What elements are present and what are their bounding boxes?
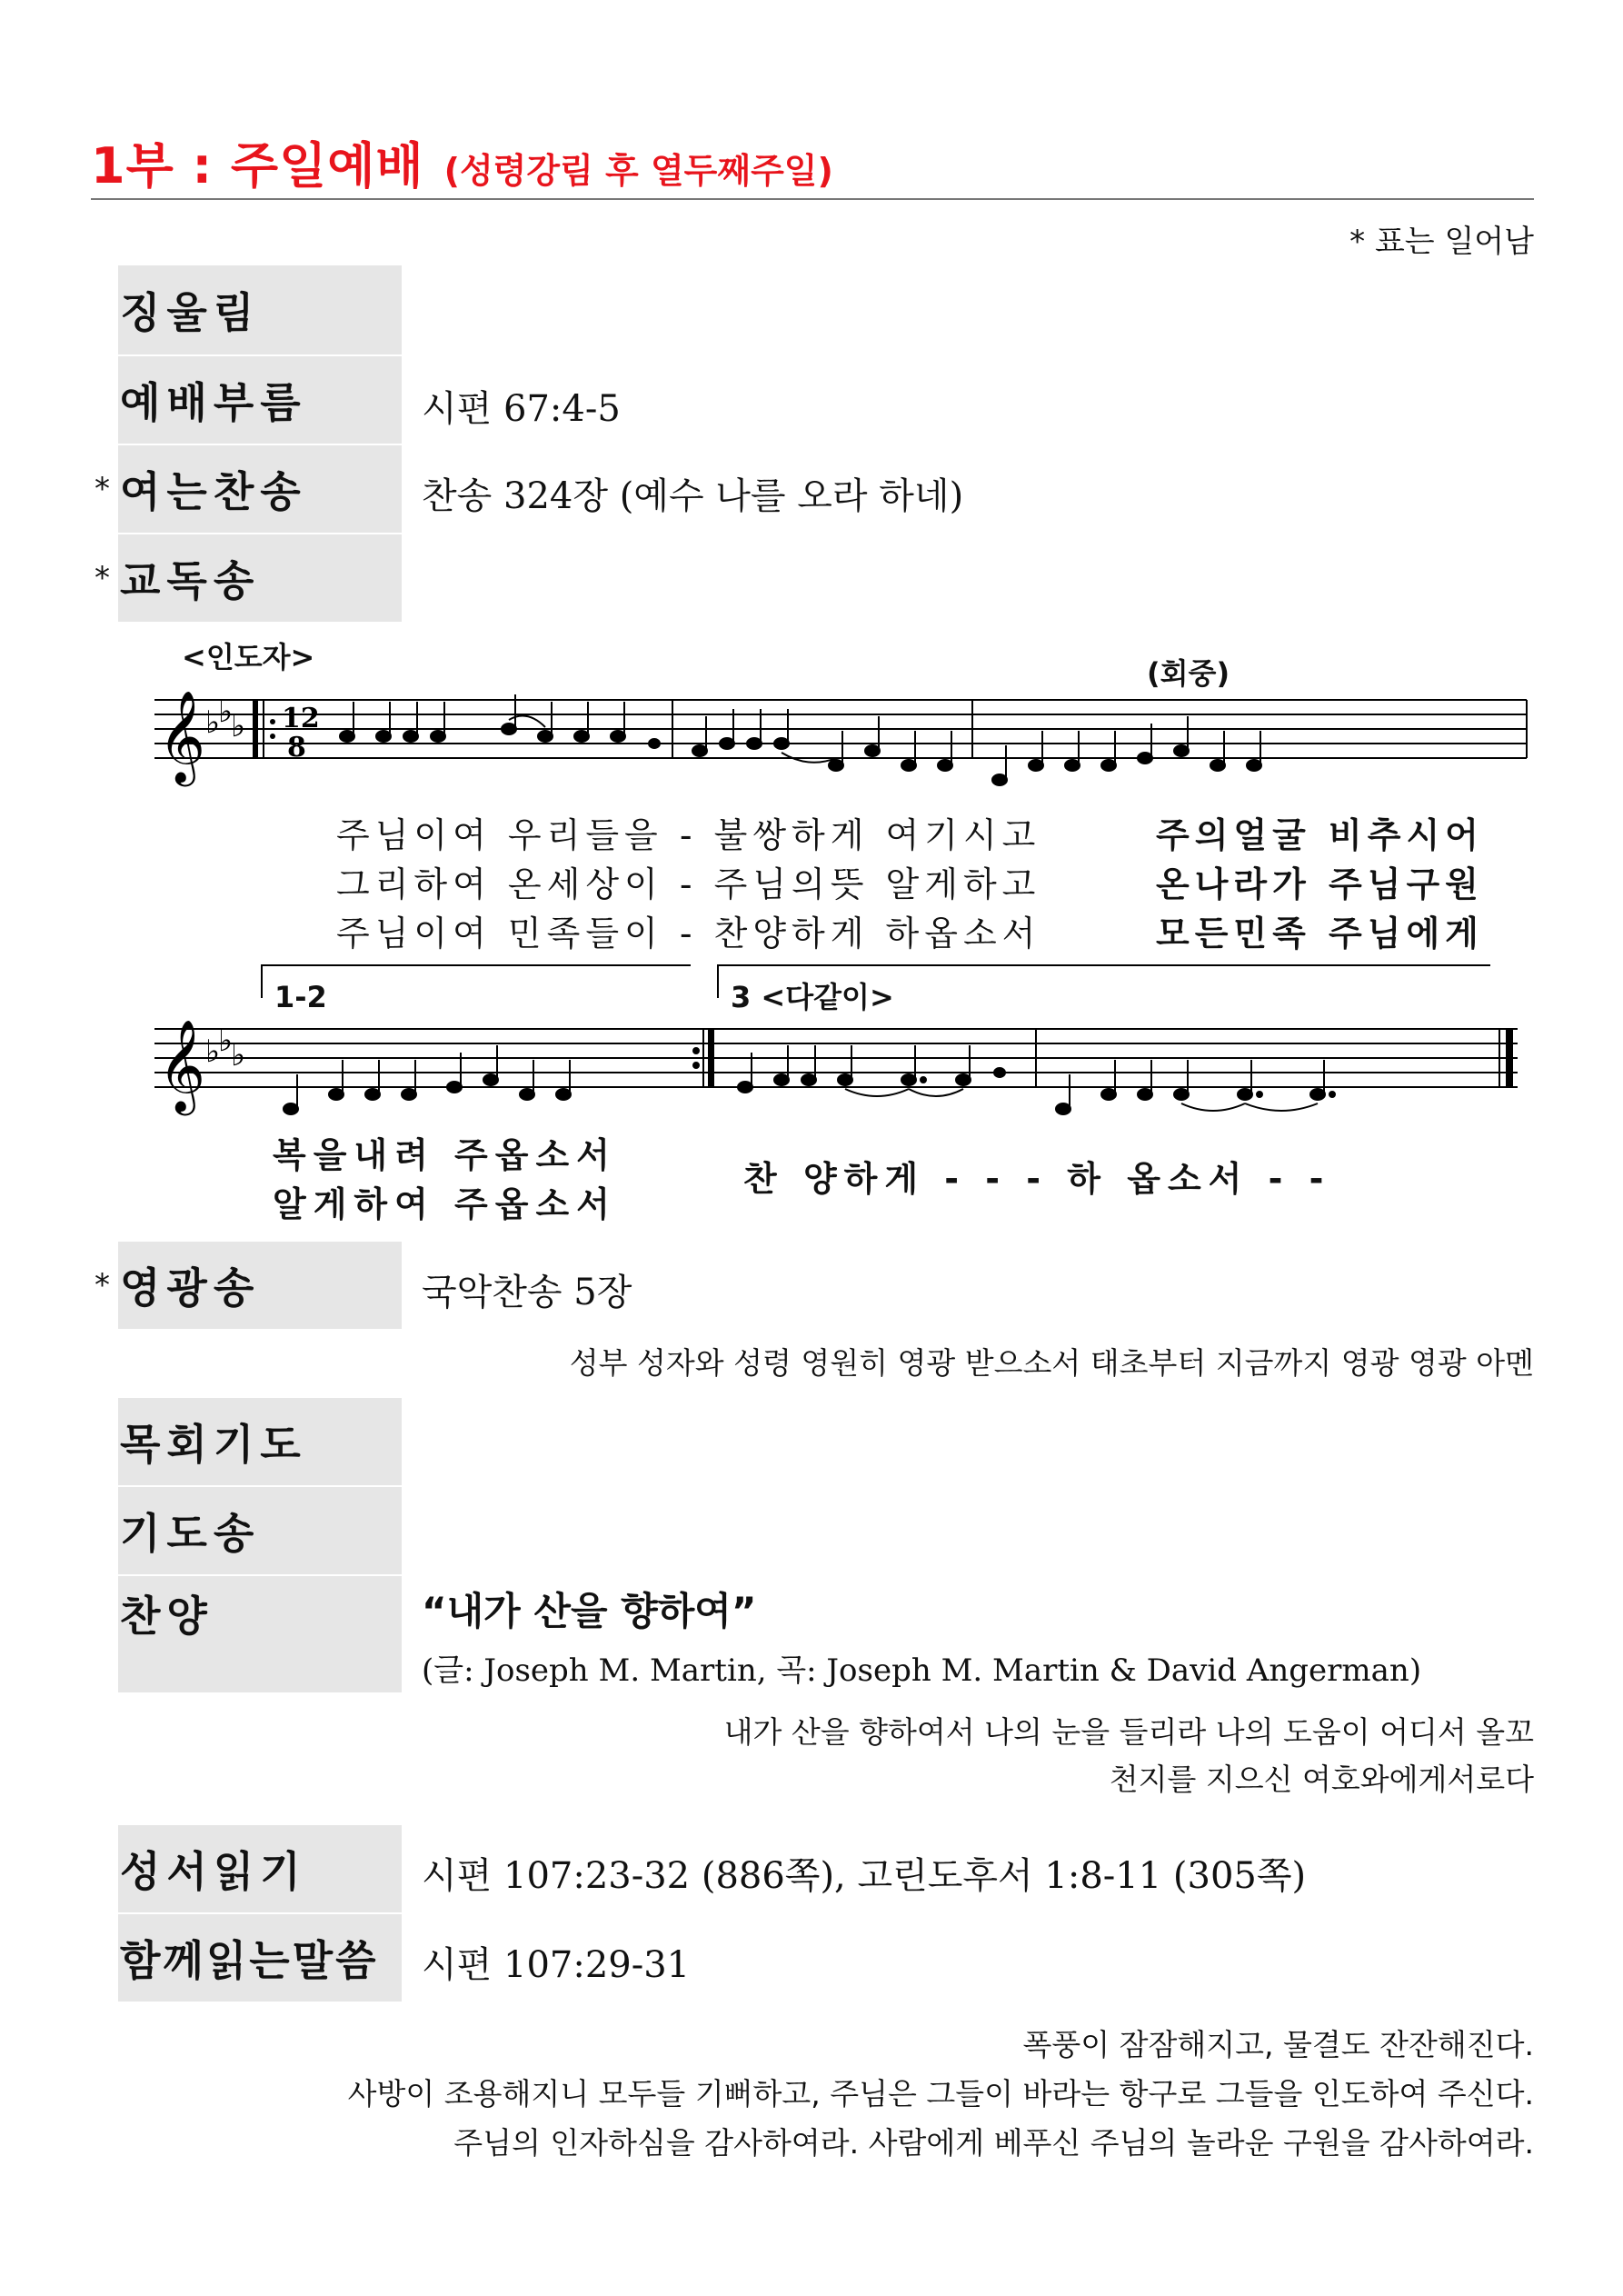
- label-shared-word: 함께읽는말씀: [118, 1914, 402, 2002]
- svg-text:♭: ♭: [205, 704, 221, 741]
- standing-mark: *: [95, 560, 110, 596]
- svg-text:12: 12: [282, 703, 320, 734]
- gloria-text: 성부 성자와 성령 영원히 영광 받으소서 태초부터 지금까지 영광 영광 아멘: [569, 1345, 1534, 1381]
- final-lyrics: 찬 양하게 - - - 하 옵소서 - -: [743, 1159, 1331, 1199]
- music-staff-2: [145, 956, 1536, 1120]
- opening-hymn-value: 찬송 324장 (예수 나를 오라 하네): [422, 475, 964, 517]
- label-opening-hymn: 여는찬송: [118, 445, 402, 533]
- verse-line-3-bold: 모든민족 주님에게: [1156, 913, 1484, 953]
- ending-lyrics-2: 알게하여 주옵소서: [273, 1184, 617, 1224]
- label-prayer-song: 기도송: [118, 1487, 402, 1574]
- verse-line-2-bold: 온나라가 주님구원: [1156, 864, 1484, 904]
- verse-line-2: 그리하여 온세상이 - 주님의뜻 알게하고: [336, 864, 1041, 904]
- svg-text:♭: ♭: [218, 1023, 234, 1059]
- gloria-value: 국악찬송 5장: [422, 1272, 632, 1313]
- anthem-credit: (글: Joseph M. Martin, 곡: Joseph M. Martin & David Angerman): [422, 1652, 1422, 1689]
- treble-clef-icon: 𝄞: [158, 689, 206, 783]
- svg-text:♭: ♭: [205, 1033, 221, 1070]
- leader-label: <인도자>: [182, 640, 315, 674]
- anthem-lyrics-line-2: 천지를 지으신 여호와에게서로다: [1109, 1762, 1534, 1797]
- label-gloria: 영광송: [118, 1242, 402, 1329]
- treble-clef-icon: 𝄞: [158, 1018, 206, 1112]
- ending-3-label: 3 <다같이>: [731, 980, 894, 1014]
- label-scripture: 성서읽기: [118, 1825, 402, 1912]
- verse-line-3: 주님이여 민족들이 - 찬양하게 하옵소서: [336, 913, 1041, 953]
- shared-word-value: 시편 107:29-31: [422, 1944, 691, 1986]
- shared-word-line-3: 주님의 인자하심을 감사하여라. 사람에게 베푸신 주님의 놀라운 구원을 감사하여라.: [453, 2125, 1534, 2161]
- standing-mark: *: [95, 1267, 110, 1303]
- verse-line-1: 주님이여 우리들을 - 불쌍하게 여기시고: [336, 815, 1041, 855]
- svg-text:♭: ♭: [218, 694, 234, 730]
- anthem-title: “내가 산을 향하여”: [422, 1589, 757, 1633]
- svg-text:♭: ♭: [231, 708, 246, 744]
- anthem-lyrics-line-1: 내가 산을 향하여서 나의 눈을 들리라 나의 도움이 어디서 올꼬: [723, 1714, 1534, 1750]
- standing-mark: *: [95, 471, 110, 507]
- ending-1-2-label: 1-2: [274, 980, 327, 1014]
- call-to-worship-value: 시편 67:4-5: [422, 388, 621, 430]
- svg-text:8: 8: [287, 732, 306, 764]
- service-title: [91, 127, 833, 197]
- standing-note: * 표는 일어남: [1349, 224, 1534, 260]
- header-divider: [91, 198, 1534, 200]
- label-responsive: 교독송: [118, 534, 402, 622]
- label-anthem: 찬양: [118, 1576, 402, 1692]
- verse-line-1-bold: 주의얼굴 비추시어: [1156, 815, 1484, 855]
- shared-word-line-1: 폭풍이 잠잠해지고, 물결도 잔잔해진다.: [1022, 2027, 1534, 2062]
- ending-lyrics-1: 복을내려 주옵소서: [273, 1135, 617, 1175]
- shared-word-line-2: 사방이 조용해지니 모두들 기뻐하고, 주님은 그들이 바라는 항구로 그들을 인도하여 주신다.: [347, 2076, 1534, 2111]
- label-call-to-worship: 예배부름: [118, 356, 402, 444]
- label-pastoral-prayer: 목회기도: [118, 1398, 402, 1485]
- congregation-label: (회중): [1147, 656, 1230, 691]
- svg-text:♭: ♭: [231, 1037, 246, 1073]
- scripture-value: 시편 107:23-32 (886쪽), 고린도후서 1:8-11 (305쪽): [422, 1855, 1307, 1897]
- label-bell: 징울림: [118, 265, 402, 354]
- music-staff-1: [145, 673, 1536, 791]
- service-subtitle: (성령강림 후 열두째주일): [443, 151, 833, 191]
- service-title-main: 1부 : 주일예배: [91, 137, 424, 195]
